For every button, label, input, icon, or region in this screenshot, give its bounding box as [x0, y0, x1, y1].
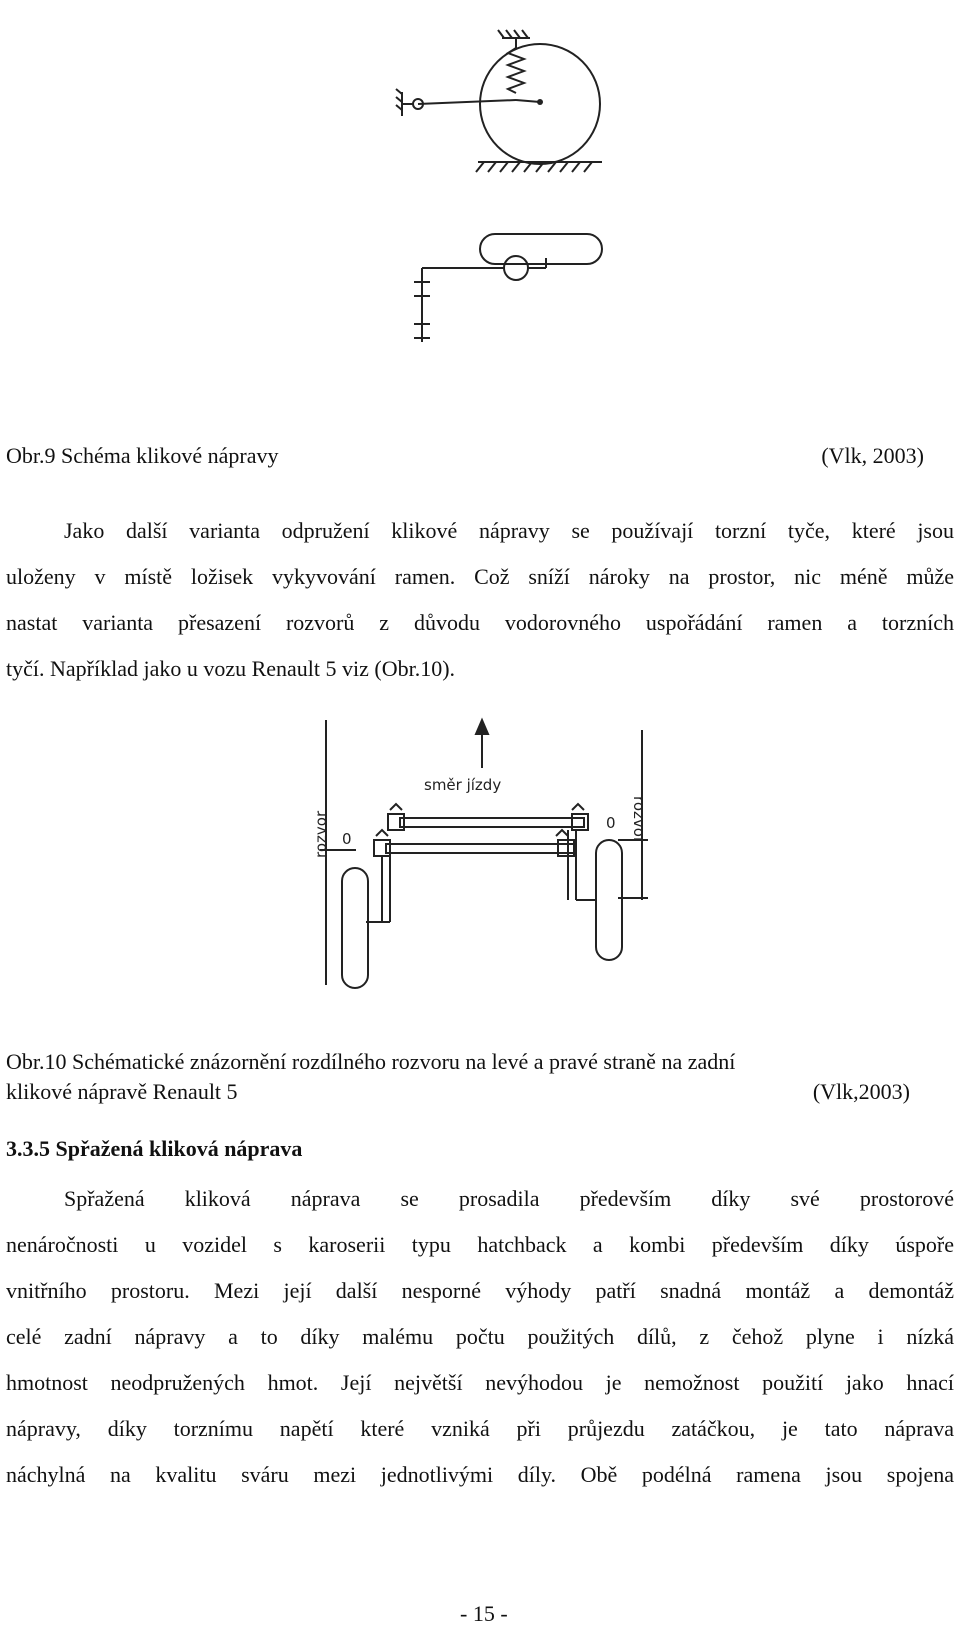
zero-label-right: 0	[606, 814, 616, 832]
paragraph-line: hmotnost neodpružených hmot. Její největší nevýhodou je nemožnost použití jako hnací	[6, 1370, 954, 1395]
figure-10-caption-line-2: klikové nápravě Renault 5	[6, 1079, 238, 1104]
paragraph-line: celé zadní nápravy a to díky malému počtu použitých dílů, z čehož plyne i nízká	[6, 1324, 954, 1349]
paragraph-line: nápravy, díky torznímu napětí které vzniká při průjezdu zatáčkou, je tato náprava	[6, 1416, 954, 1441]
figure-10-source: (Vlk,2003)	[812, 1079, 910, 1104]
right-wheel	[596, 840, 622, 960]
paragraph-line: Jako další varianta odpružení klikové nápravy se používají torzní tyče, které jsou	[64, 518, 954, 543]
paragraph-2	[6, 1176, 954, 1498]
figure-10-diagram	[300, 710, 680, 1010]
figure-9-caption: Obr.9 Schéma klikové nápravy	[6, 443, 279, 468]
page-number: - 15 -	[460, 1601, 508, 1626]
torsion-bar-upper	[400, 818, 584, 827]
zero-label-left: 0	[342, 830, 352, 848]
wheelbase-label-left: rozvor	[312, 810, 330, 858]
section-heading: 3.3.5 Spřažená kliková náprava	[6, 1136, 303, 1161]
direction-label: směr jízdy	[424, 776, 502, 794]
paragraph-line: nastat varianta přesazení rozvorů z důvodu vodorovného uspořádání ramen a torzních	[6, 610, 954, 635]
wheel-plan-view	[480, 234, 602, 264]
paragraph-line: tyčí. Například jako u vozu Renault 5 viz (Obr.10).	[6, 656, 456, 681]
paragraph-line: nenáročnosti u vozidel s karoserii typu hatchback a kombi především díky úspoře	[6, 1232, 954, 1257]
paragraph-1	[6, 508, 954, 692]
figure-10-caption-line-1: Obr.10 Schématické znázornění rozdílného rozvoru na levé a pravé straně na zadní	[6, 1049, 736, 1074]
figure-9-diagram	[380, 20, 630, 350]
paragraph-line: uloženy v místě ložisek vykyvování ramen. Což sníží nároky na prostor, nic méně může	[6, 564, 954, 589]
paragraph-line: vnitřního prostoru. Mezi její další nesporné výhody patří snadná montáž a demontáž	[6, 1278, 954, 1303]
left-wheel	[342, 868, 368, 988]
wheelbase-label-right: rozvor	[630, 796, 648, 844]
paragraph-line: Spřažená kliková náprava se prosadila především díky své prostorové	[64, 1186, 954, 1211]
figure-9-source: (Vlk, 2003)	[821, 443, 924, 468]
torsion-bar-lower	[386, 844, 576, 853]
paragraph-line: náchylná na kvalitu sváru mezi jednotlivými díly. Obě podélná ramena jsou spojena	[6, 1462, 954, 1487]
